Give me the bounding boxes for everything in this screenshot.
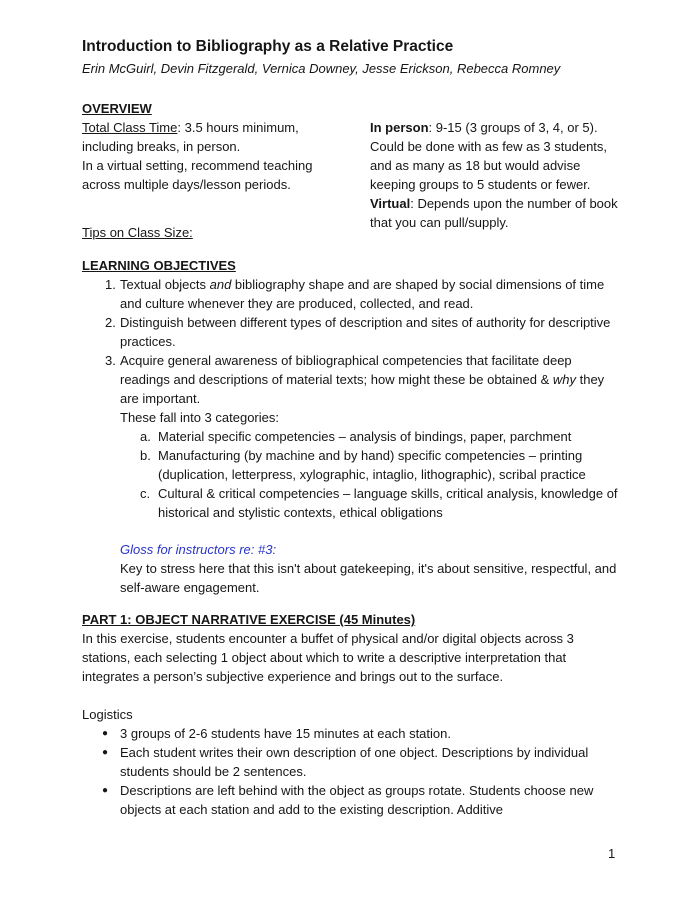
sub-objective-c-text: Cultural & critical competencies – language skills, critical analysis, knowledge of historical and stylistic contexts, ethical obligations: [158, 486, 618, 520]
sub-objective-a: [82, 427, 620, 446]
page-number: 1: [608, 846, 616, 861]
objective-1-post: bibliography shape and are shaped by social dimensions of time and culture whenever they are produced, collected, and read.: [120, 277, 605, 311]
objective-item-3: [82, 351, 620, 427]
bullet-icon: ●: [102, 747, 109, 758]
bullet-item: [82, 781, 620, 819]
virtual-setting-note: In a virtual setting, recommend teaching across multiple days/lesson periods.: [82, 158, 313, 192]
in-person-label: In person: [370, 120, 429, 135]
sub-objective-a-text: Material specific competencies – analysis of bindings, paper, parchment: [158, 429, 572, 444]
part1-heading: PART 1: OBJECT NARRATIVE EXERCISE (45 Minutes): [82, 612, 416, 627]
list-marker: b.: [140, 448, 151, 463]
list-marker: 1.: [105, 277, 116, 292]
objective-item-3-text: [120, 351, 620, 427]
bullet-item-text: 3 groups of 2-6 students have 15 minutes at each station.: [120, 726, 451, 741]
bullet-icon: ●: [102, 785, 109, 796]
categories-intro-line: These fall into 3 categories:: [120, 410, 279, 425]
objective-item-1-text: [120, 275, 620, 313]
part1-intro: In this exercise, students encounter a buffet of physical and/or digital objects across 3 stations, each selecting 1 object about which to write a descriptive interpretation that integrates a person’s subjective experience and brings out to the surface.: [82, 631, 574, 684]
bullet-item-text: Each student writes their own description of one object. Descriptions by individual students should be 2 sentences.: [120, 745, 589, 779]
list-marker: c.: [140, 486, 151, 501]
gloss-note-label: Gloss for instructors re: #3:: [120, 542, 277, 557]
sub-objective-b: [82, 446, 620, 484]
gloss-note-body: Key to stress here that this isn't about gatekeeping, it's about sensitive, respectful, and self-aware engagement.: [120, 561, 617, 595]
objective-item-1: [82, 275, 620, 313]
objective-1-pre: Textual objects: [120, 277, 210, 292]
list-marker: a.: [140, 429, 151, 444]
list-marker: 2.: [105, 315, 116, 330]
overview-right-column: [370, 118, 622, 232]
tips-on-class-size-label: Tips on Class Size:: [82, 225, 193, 240]
overview-columns: [82, 118, 620, 230]
sub-objective-c: [82, 484, 620, 522]
overview-left-column: [82, 118, 342, 194]
doc-authors: Erin McGuirl, Devin Fitzgerald, Vernica Downey, Jesse Erickson, Rebecca Romney: [82, 61, 561, 76]
objective-3-post: they are important.: [120, 372, 605, 406]
learning-objectives-heading: LEARNING OBJECTIVES: [82, 258, 236, 273]
virtual-label: Virtual: [370, 196, 411, 211]
total-class-time-text: : 3.5 hours minimum, including breaks, in person.: [82, 120, 299, 154]
objective-1-emphasis: and: [209, 277, 232, 292]
list-marker: 3.: [105, 353, 116, 368]
logistics-label: Logistics: [82, 707, 133, 722]
objective-3-emphasis: why: [552, 372, 576, 387]
total-class-time-label: Total Class Time: [82, 120, 178, 135]
bullet-item: [82, 743, 620, 781]
in-person-text: : 9-15 (3 groups of 3, 4, or 5). Could be done with as few as 3 students, and as many as 18 but would advise keeping groups to 5 students or fewer.: [370, 120, 608, 192]
overview-heading: OVERVIEW: [82, 101, 152, 116]
objective-item-2-text: Distinguish between different types of description and sites of authority for descriptive practices.: [120, 315, 611, 349]
bullet-item-text: Descriptions are left behind with the object as groups rotate. Students choose new objects at each station and add to the existing description. Additive: [120, 783, 594, 817]
doc-title: Introduction to Bibliography as a Relative Practice: [82, 38, 454, 55]
virtual-text: : Depends upon the number of book that you can pull/supply.: [370, 196, 618, 230]
bullet-icon: ●: [102, 728, 109, 739]
gloss-note: [120, 540, 620, 597]
objective-item-2: [82, 313, 620, 351]
sub-objective-b-text: Manufacturing (by machine and by hand) specific competencies – printing (duplication, letterpress, xylographic, intaglio, lithographic), scribal practice: [158, 448, 586, 482]
bullet-item: [82, 724, 620, 743]
objective-3-pre: Acquire general awareness of bibliographical competencies that facilitate deep readings and descriptions of material texts; how might these be obtained &: [120, 353, 572, 387]
